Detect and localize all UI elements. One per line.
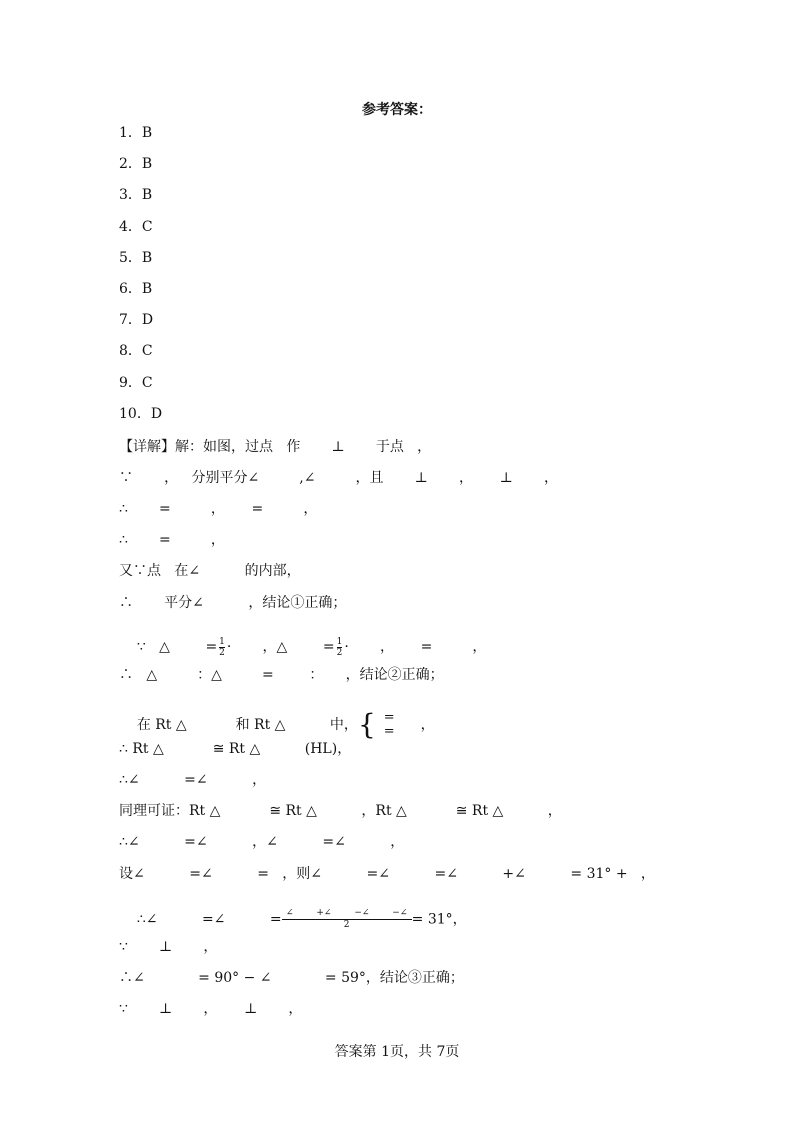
answer-number: 5． (119, 249, 142, 266)
solution-line: ∴ △ ：△ = ： ，结论②正确； (119, 667, 444, 683)
equation-top: = (383, 710, 395, 725)
answer-value: B (141, 187, 153, 204)
fraction-denominator: 2 (219, 647, 225, 658)
equation-bottom: = (383, 724, 395, 739)
half-fraction (219, 637, 225, 658)
fraction-numerator: 1 (219, 636, 225, 647)
answer-item (119, 312, 162, 343)
equation-stack (384, 711, 395, 739)
answer-value: C (141, 218, 153, 235)
solution-line: 同理可证：Rt △ ≅ Rt △ ，Rt △ ≅ Rt △ ， (119, 803, 562, 819)
answer-number: 2． (119, 156, 142, 173)
answer-number: 9． (119, 374, 142, 391)
area-text-1: ∵ △ = (136, 639, 218, 655)
page-title: 参考答案： (362, 102, 432, 118)
answer-number: 10． (119, 405, 151, 422)
answer-value: D (150, 405, 163, 422)
answer-item (119, 156, 162, 187)
fraction-denominator: 2 (336, 647, 343, 658)
answer-number: 8． (119, 343, 142, 360)
area-text-2: · ，△ = (226, 639, 335, 655)
solution-line: ∵ ⊥ ， ⊥ ， (119, 1001, 303, 1017)
answer-number: 3． (119, 187, 142, 204)
angle-fraction (282, 908, 412, 931)
answer-number: 1． (119, 125, 142, 141)
answer-item (119, 125, 162, 156)
half-fraction (337, 637, 343, 658)
answer-value: B (141, 249, 153, 266)
solution-line: ∴ = ， (119, 532, 225, 548)
answer-item (119, 187, 162, 218)
answer-list (119, 125, 162, 437)
solution-line: ∵ ⊥ ， (119, 939, 218, 955)
answer-item (119, 343, 162, 374)
system-tail: ， (420, 717, 435, 733)
answer-number: 4． (119, 218, 142, 235)
answer-value: C (141, 343, 153, 360)
answer-value: B (141, 280, 153, 297)
solution-line: 【详解】解：如图，过点 作 ⊥ 于点 ， (119, 439, 432, 455)
solution-line: ∵ ， 分别平分∠ ,∠ ，且 ⊥ ， ⊥ ， (119, 470, 559, 486)
answer-value: D (141, 312, 154, 329)
solution-line: ∴∠ = 90° − ∠ = 59°，结论③正确； (119, 970, 464, 986)
fraction-numerator: 1 (336, 636, 343, 647)
answer-item (119, 406, 162, 437)
answer-item (119, 250, 162, 281)
solution-line: ∴∠ =∠ ， (119, 772, 267, 788)
answer-value: B (141, 125, 153, 141)
solution-line: 设∠ =∠ = ，则∠ =∠ =∠ +∠ = 31° + ， (119, 866, 655, 882)
left-brace-icon: { (357, 708, 376, 741)
solution-line: ∴ Rt △ ≅ Rt △ (HL)， (119, 741, 352, 757)
fraction-denominator: 2 (343, 920, 350, 930)
answer-value: B (141, 156, 153, 173)
fraction-numerator: ∠ +∠ −∠ −∠ (282, 908, 412, 920)
answer-number: 6． (119, 280, 142, 297)
page-footer: 答案第 1页，共 7页 (334, 1044, 460, 1060)
fraction-tail: = 31°， (411, 911, 467, 928)
answer-value: C (141, 374, 153, 391)
system-text: 在 Rt △ 和 Rt △ 中， (136, 717, 358, 733)
area-text-3: · ， = ， (344, 639, 487, 655)
answer-number: 7． (119, 312, 142, 329)
solution-line: 又∵点 在∠ 的内部， (119, 563, 301, 579)
solution-line: ∴ 平分∠ ，结论①正确； (119, 595, 347, 611)
answer-item (119, 375, 162, 406)
fraction-lead: ∴∠ =∠ = (136, 911, 282, 928)
solution-line: ∴∠ =∠ ，∠ =∠ ， (119, 834, 405, 850)
solution-line: ∴ = ， = ， (119, 501, 318, 517)
answer-item (119, 281, 162, 312)
answer-item (119, 219, 162, 250)
